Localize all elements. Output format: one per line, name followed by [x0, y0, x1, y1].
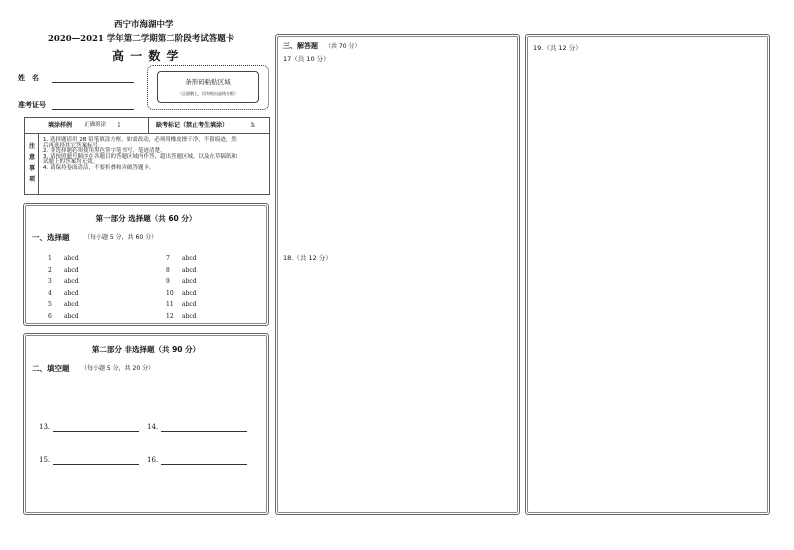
answer-area-19[interactable] [530, 57, 766, 511]
part1-section-note: （每小题 5 分，共 60 分） [84, 234, 158, 241]
choice-row[interactable]: 9 abcd [166, 278, 197, 285]
correct-fill-mark: l [118, 122, 120, 129]
part2-section-note: （每小题 5 分，共 20 分） [81, 365, 155, 372]
blank-label-14: 14. [147, 423, 159, 431]
note-line: 试题上的答案均无效。 [43, 159, 99, 165]
blank-line-16[interactable] [161, 464, 247, 465]
blank-label-15: 15. [39, 456, 51, 464]
barcode-area [147, 65, 269, 110]
choice-row[interactable]: 6 abcd [48, 312, 79, 320]
barcode-title: 条形码粘贴区域 [185, 78, 231, 86]
name-label: 姓 名 [18, 74, 39, 82]
blank-line-14[interactable] [161, 431, 247, 432]
notes-title-column [25, 134, 39, 195]
choice-row[interactable]: 7 abcd [166, 255, 197, 262]
choice-row[interactable]: 8 abcd [166, 266, 197, 274]
choice-row[interactable]: 10 abcd [166, 289, 197, 297]
choice-column-left [48, 253, 118, 322]
choice-row[interactable]: 5 abcd [48, 301, 79, 308]
note-line: 后再选择其它答案标号。 [43, 142, 104, 149]
exam-id-label: 准考证号 [18, 101, 46, 109]
question-17-label: 17（共 10 分） [283, 55, 330, 63]
choice-row[interactable]: 11 abcd [166, 301, 197, 308]
subject-title: 高 一 数 学 [112, 49, 180, 63]
blank-line-13[interactable] [53, 431, 139, 432]
part2-title: 第二部分 非选择题（共 90 分） [91, 345, 201, 354]
choice-row[interactable]: 3 abcd [48, 278, 79, 285]
choice-row[interactable]: 1 abcd [48, 255, 79, 262]
blank-line-15[interactable] [53, 464, 139, 465]
answer-area-18[interactable] [280, 267, 516, 511]
choice-row[interactable]: 2 abcd [48, 266, 79, 274]
absent-mark-box[interactable]: h [251, 122, 255, 129]
barcode-inner-box [157, 71, 259, 103]
note-line: 2. 非选择题必须使用黑色签字笔书写，笔迹清楚。 [43, 148, 166, 154]
question-19-box [525, 34, 770, 515]
choice-row[interactable]: 12 abcd [166, 312, 197, 320]
notes-title-char-2: 意 [29, 154, 36, 161]
question-19-label: 19.（共 12 分） [533, 44, 582, 52]
note-line: 1. 选择题请用 2B 铅笔填涂方框，如需改动，必须用橡皮擦干净，不留痕迹，然 [43, 137, 237, 143]
instructions-box [24, 117, 270, 195]
choice-column-right [166, 253, 236, 322]
fill-sample-label: 填涂样例 [48, 122, 73, 129]
school-name: 西宁市海湖中学 [114, 20, 174, 30]
part1-section-title: 一、选择题 [32, 233, 70, 242]
correct-fill-label: 正确填涂 [84, 122, 107, 128]
part3-section-note: （共 70 分） [325, 43, 361, 50]
part3-box [275, 34, 520, 515]
note-line: 3. 请按照题号顺序在各题目的答题区域内作答，超出答题区域，以及在草稿纸和 [43, 153, 237, 160]
absent-mark-label: 缺考标记（禁止考生填涂） [156, 122, 229, 129]
part2-section-title: 二、填空题 [32, 364, 70, 373]
part1-box [23, 203, 269, 326]
part1-title: 第一部分 选择题（共 60 分） [95, 214, 197, 223]
exam-id-line[interactable] [52, 109, 134, 110]
fill-sample-divider [148, 118, 149, 134]
notes-title-char-3: 事 [29, 165, 36, 172]
blank-label-16: 16. [147, 456, 159, 464]
question-18-label: 18.（共 12 分） [283, 254, 332, 262]
blank-label-13: 13. [39, 423, 51, 431]
notes-title-char-1: 注 [29, 143, 36, 150]
part3-section-title: 三、解答题 [283, 42, 318, 50]
exam-title: 2020—2021 学年第二学期第二阶段考试答题卡 [48, 34, 235, 44]
barcode-note: （正面朝上，切勿贴出虚线方框） [178, 91, 238, 96]
name-line[interactable] [52, 82, 134, 83]
choice-row[interactable]: 4 abcd [48, 289, 79, 297]
note-line: 4. 请保持卷面清洁，不要折叠和弄破答题卡。 [43, 164, 155, 171]
fill-sample-row [25, 118, 269, 134]
answer-area-17[interactable] [280, 67, 516, 247]
notes-list [43, 138, 268, 171]
notes-title-char-4: 项 [29, 176, 36, 183]
part2-box [23, 333, 269, 515]
